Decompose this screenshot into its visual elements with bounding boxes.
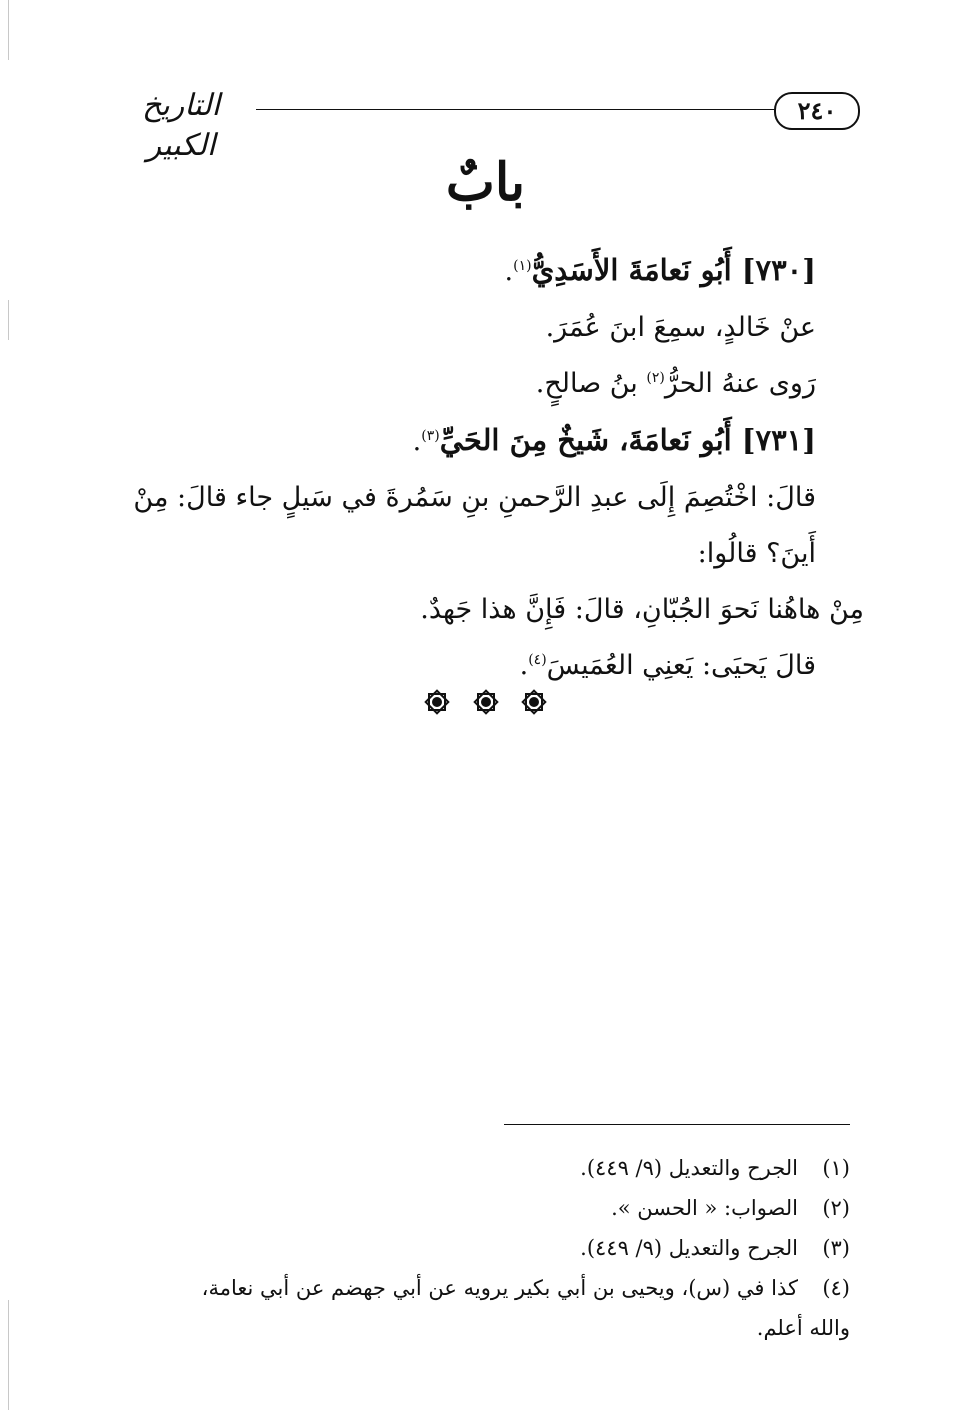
main-text xyxy=(110,242,864,694)
entry-heading: [٧٣١] أَبُو نَعامَةَ، شَيخٌ مِنَ الحَيِّ xyxy=(439,423,816,457)
footnote-text: كذا في (س)، ويحيى بن أبي بكير يرويه عن أبي جهضم عن أبي نعامة، والله أعلم. xyxy=(201,1276,850,1340)
footnote-text: الجرح والتعديل (٩/ ٤٤٩). xyxy=(580,1156,798,1180)
period: . xyxy=(504,256,514,287)
text-line: مِنْ هاهُنا نَحوَ الجُبّانِ، قالَ: فَإِنَّ هذا جَهدٌ. xyxy=(420,594,864,625)
entry-730-line xyxy=(110,242,816,300)
chapter-heading: بابٌ xyxy=(445,152,526,213)
footnote-number: (٣) xyxy=(822,1236,850,1260)
footnote xyxy=(160,1148,850,1188)
footnote-ref: (١) xyxy=(513,258,532,274)
footnote xyxy=(160,1268,850,1348)
ornament-icon xyxy=(471,686,501,726)
text-segment: رَوى عنهُ الحرُّ xyxy=(664,368,816,399)
section-end-ornaments xyxy=(0,686,971,726)
footnotes xyxy=(160,1148,850,1348)
footnote-ref: (٢) xyxy=(646,370,665,386)
text-line: قالَ: اخْتُصِمَ إِلَى عبدِ الرَّحمنِ بنِ سَمُرةَ في سَيلٍ جاء قالَ: مِنْ أَينَ؟ قالُوا: xyxy=(133,482,816,569)
footnote-text: الصواب: « الحسن ». xyxy=(611,1196,798,1220)
period: . xyxy=(519,650,529,681)
scan-edge-mark xyxy=(8,0,9,60)
ornament-icon xyxy=(422,686,452,726)
scan-edge-mark xyxy=(8,1300,9,1410)
period: . xyxy=(412,426,422,457)
ornament-icon xyxy=(519,686,549,726)
page-number: ٢٤٠ xyxy=(774,92,860,130)
entry-731-line xyxy=(110,412,816,470)
page-header xyxy=(108,88,860,163)
running-book-title: التاريخ الكبير xyxy=(142,88,220,163)
text-segment: قالَ يَحيَى: يَعنِي العُمَيسَ xyxy=(546,650,816,681)
entry-heading: [٧٣٠] أَبُو نَعامَةَ الأَسَدِيُّ xyxy=(531,253,816,287)
footnote-number: (١) xyxy=(822,1156,850,1180)
footnote-ref: (٣) xyxy=(421,428,440,444)
footnote-number: (٤) xyxy=(822,1276,850,1300)
footnote-number: (٢) xyxy=(822,1196,850,1220)
header-rule xyxy=(256,109,776,110)
footnote xyxy=(160,1228,850,1268)
footnote-text: الجرح والتعديل (٩/ ٤٤٩). xyxy=(580,1236,798,1260)
text-line xyxy=(110,356,816,412)
text-line: عنْ خَالدٍ، سمِعَ ابنَ عُمَرَ. xyxy=(545,312,816,343)
footnote-ref: (٤) xyxy=(528,652,547,668)
footnote-separator xyxy=(504,1124,850,1125)
text-segment: بنُ صالحٍ. xyxy=(535,368,647,399)
footnote xyxy=(160,1188,850,1228)
scan-edge-mark xyxy=(8,300,9,340)
